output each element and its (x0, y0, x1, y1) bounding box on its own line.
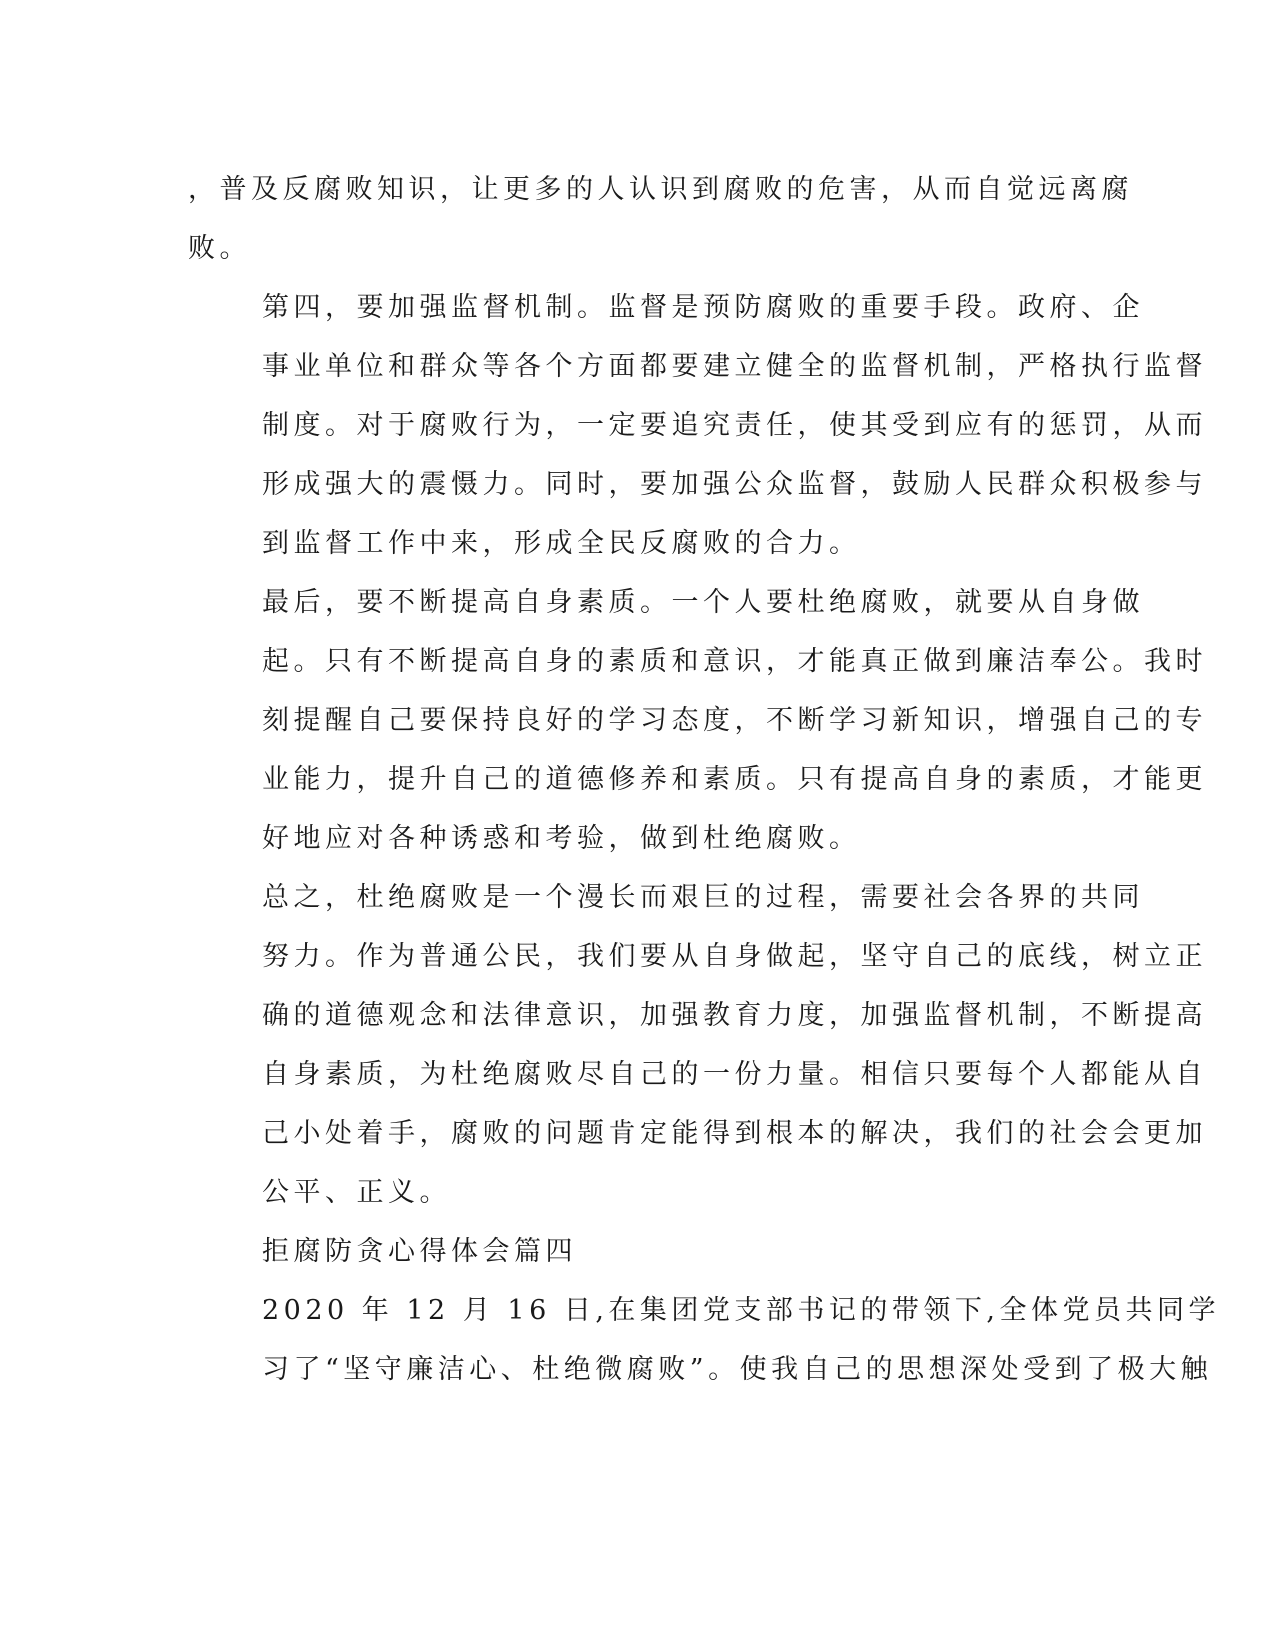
section-heading-text: 拒腐防贪心得体会篇四 (262, 1236, 577, 1267)
text-line: 业能力，提升自己的道德修养和素质。只有提高自身的素质，才能更 (262, 764, 1207, 795)
text-line: 形成强大的震慑力。同时，要加强公众监督，鼓励人民群众积极参与 (262, 469, 1207, 500)
text-line: 刻提醒自己要保持良好的学习态度，不断学习新知识，增强自己的专 (262, 705, 1207, 736)
document-body (188, 160, 1221, 1399)
text-line: 最后，要不断提高自身素质。一个人要杜绝腐败，就要从自身做 (262, 587, 1144, 618)
text-line: 制度。对于腐败行为，一定要追究责任，使其受到应有的惩罚，从而 (262, 410, 1207, 441)
text-line: 确的道德观念和法律意识，加强教育力度，加强监督机制，不断提高 (262, 1000, 1207, 1031)
section-heading (188, 1222, 1088, 1281)
text-line: 到监督工作中来，形成全民反腐败的合力。 (262, 528, 861, 559)
text-line: 败。 (188, 233, 251, 264)
paragraph-conclusion (188, 868, 1207, 1222)
text-line: 好地应对各种诱惑和考验，做到杜绝腐败。 (262, 823, 861, 854)
paragraph-date (188, 1281, 1221, 1399)
text-line: 总之，杜绝腐败是一个漫长而艰巨的过程，需要社会各界的共同 (262, 882, 1144, 913)
text-line: 第四，要加强监督机制。监督是预防腐败的重要手段。政府、企 (262, 292, 1144, 323)
paragraph-continuation (188, 160, 1133, 278)
text-line: ，普及反腐败知识，让更多的人认识到腐败的危害，从而自觉远离腐 (188, 174, 1133, 205)
paragraph-finally (188, 573, 1207, 868)
text-line: 公平、正义。 (262, 1177, 451, 1208)
text-line: 己小处着手，腐败的问题肯定能得到根本的解决，我们的社会会更加 (262, 1118, 1207, 1149)
paragraph-fourth-point (188, 278, 1207, 573)
text-line: 习了“坚守廉洁心、杜绝微腐败”。使我自己的思想深处受到了极大触 (262, 1354, 1213, 1385)
text-line: 事业单位和群众等各个方面都要建立健全的监督机制，严格执行监督 (262, 351, 1207, 382)
text-line: 起。只有不断提高自身的素质和意识，才能真正做到廉洁奉公。我时 (262, 646, 1207, 677)
text-line: 自身素质，为杜绝腐败尽自己的一份力量。相信只要每个人都能从自 (262, 1059, 1207, 1090)
text-line: 2020 年 12 月 16 日,在集团党支部书记的带领下,全体党员共同学 (262, 1295, 1221, 1326)
text-line: 努力。作为普通公民，我们要从自身做起，坚守自己的底线，树立正 (262, 941, 1207, 972)
